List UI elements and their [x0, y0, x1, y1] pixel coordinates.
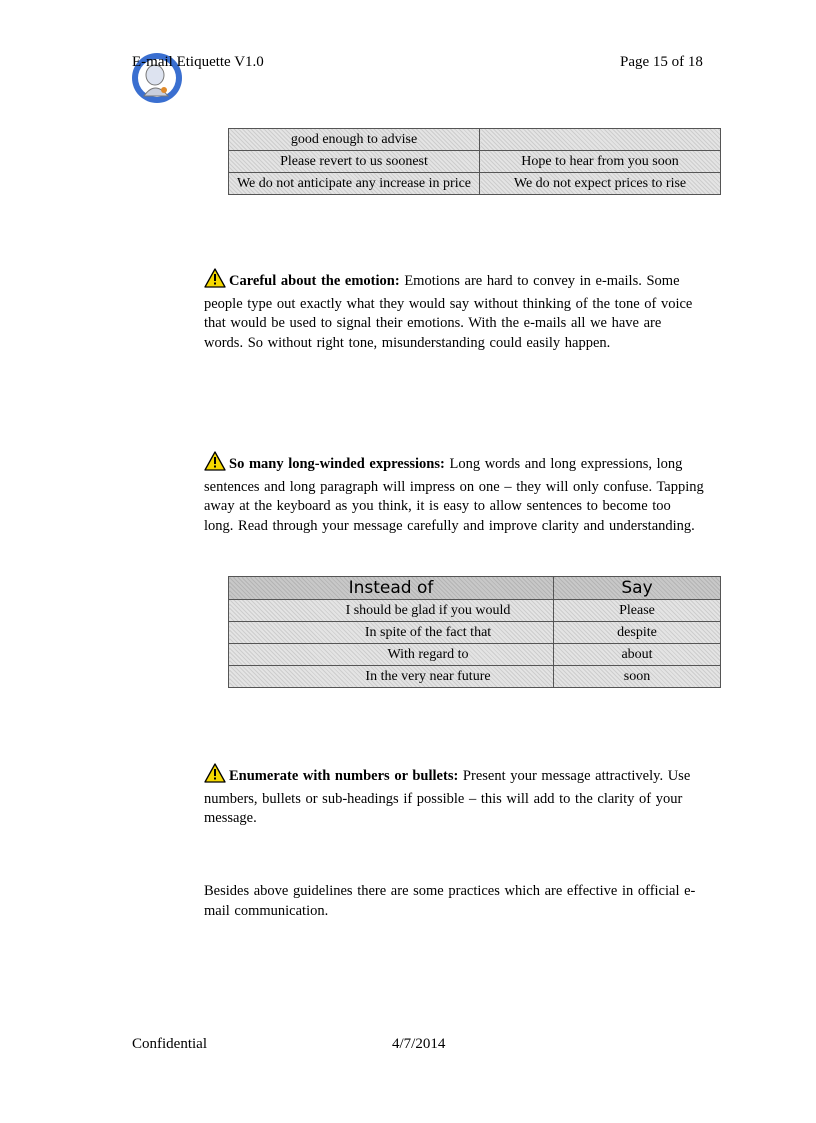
section-body: Emotions are hard to convey in e-mails. Some people type out exactly what they would say without thinking of the tone of voice that would be used to signal their emotions. With the e-mails all we have are words. So without right tone, misunderstanding could easily happen. — [204, 273, 693, 351]
table-row — [229, 151, 721, 173]
section-body: Long words and long expressions, long sentences and long paragraph will impress on one – they will only confuse. Tapping away at the keyboard as you think, it is easy to allow sentences to become too long. Read through your message carefully and improve clarity and understanding. — [204, 456, 704, 534]
column-header: Instead of — [229, 577, 554, 600]
column-header: Say — [554, 577, 721, 600]
table-cell: Hope to hear from you soon — [480, 151, 721, 173]
section-emotion — [204, 268, 704, 353]
section-heading: Careful about the emotion: — [229, 273, 400, 289]
table-cell: Please — [554, 600, 721, 622]
footer-confidential: Confidential — [132, 1036, 207, 1052]
warning-icon — [204, 268, 226, 295]
table-row — [229, 622, 721, 644]
header-title: E-mail Etiquette V1.0 — [132, 54, 264, 70]
warning-icon — [204, 763, 226, 790]
section-heading: So many long-winded expressions: — [229, 456, 445, 472]
table-cell: I should be glad if you would — [229, 600, 554, 622]
section-body: Present your message attractively. Use numbers, bullets or sub-headings if possible – this will add to the clarity of your message. — [204, 768, 691, 827]
table-row — [229, 173, 721, 195]
table-cell: soon — [554, 666, 721, 688]
instead-of-say-table — [228, 576, 721, 688]
section-long-winded — [204, 451, 704, 536]
table-row — [229, 600, 721, 622]
table-row — [229, 129, 721, 151]
table-header-row — [229, 577, 721, 600]
table-cell: We do not expect prices to rise — [480, 173, 721, 195]
warning-icon — [204, 451, 226, 478]
section-heading: Enumerate with numbers or bullets: — [229, 768, 459, 784]
table-cell: about — [554, 644, 721, 666]
table-cell: despite — [554, 622, 721, 644]
phrase-table-continued — [228, 128, 721, 195]
closing-paragraph: Besides above guidelines there are some practices which are effective in official e-mail communication. — [204, 883, 696, 919]
footer-date: 4/7/2014 — [392, 1036, 446, 1052]
table-cell: Please revert to us soonest — [229, 151, 480, 173]
table-cell: In spite of the fact that — [229, 622, 554, 644]
table-row — [229, 666, 721, 688]
table-cell: In the very near future — [229, 666, 554, 688]
table-cell: good enough to advise — [229, 129, 480, 151]
table-cell: With regard to — [229, 644, 554, 666]
table-row — [229, 644, 721, 666]
table-cell — [480, 129, 721, 151]
section-enumerate — [204, 763, 704, 829]
table-cell: We do not anticipate any increase in price — [229, 173, 480, 195]
page-number: Page 15 of 18 — [620, 54, 703, 70]
